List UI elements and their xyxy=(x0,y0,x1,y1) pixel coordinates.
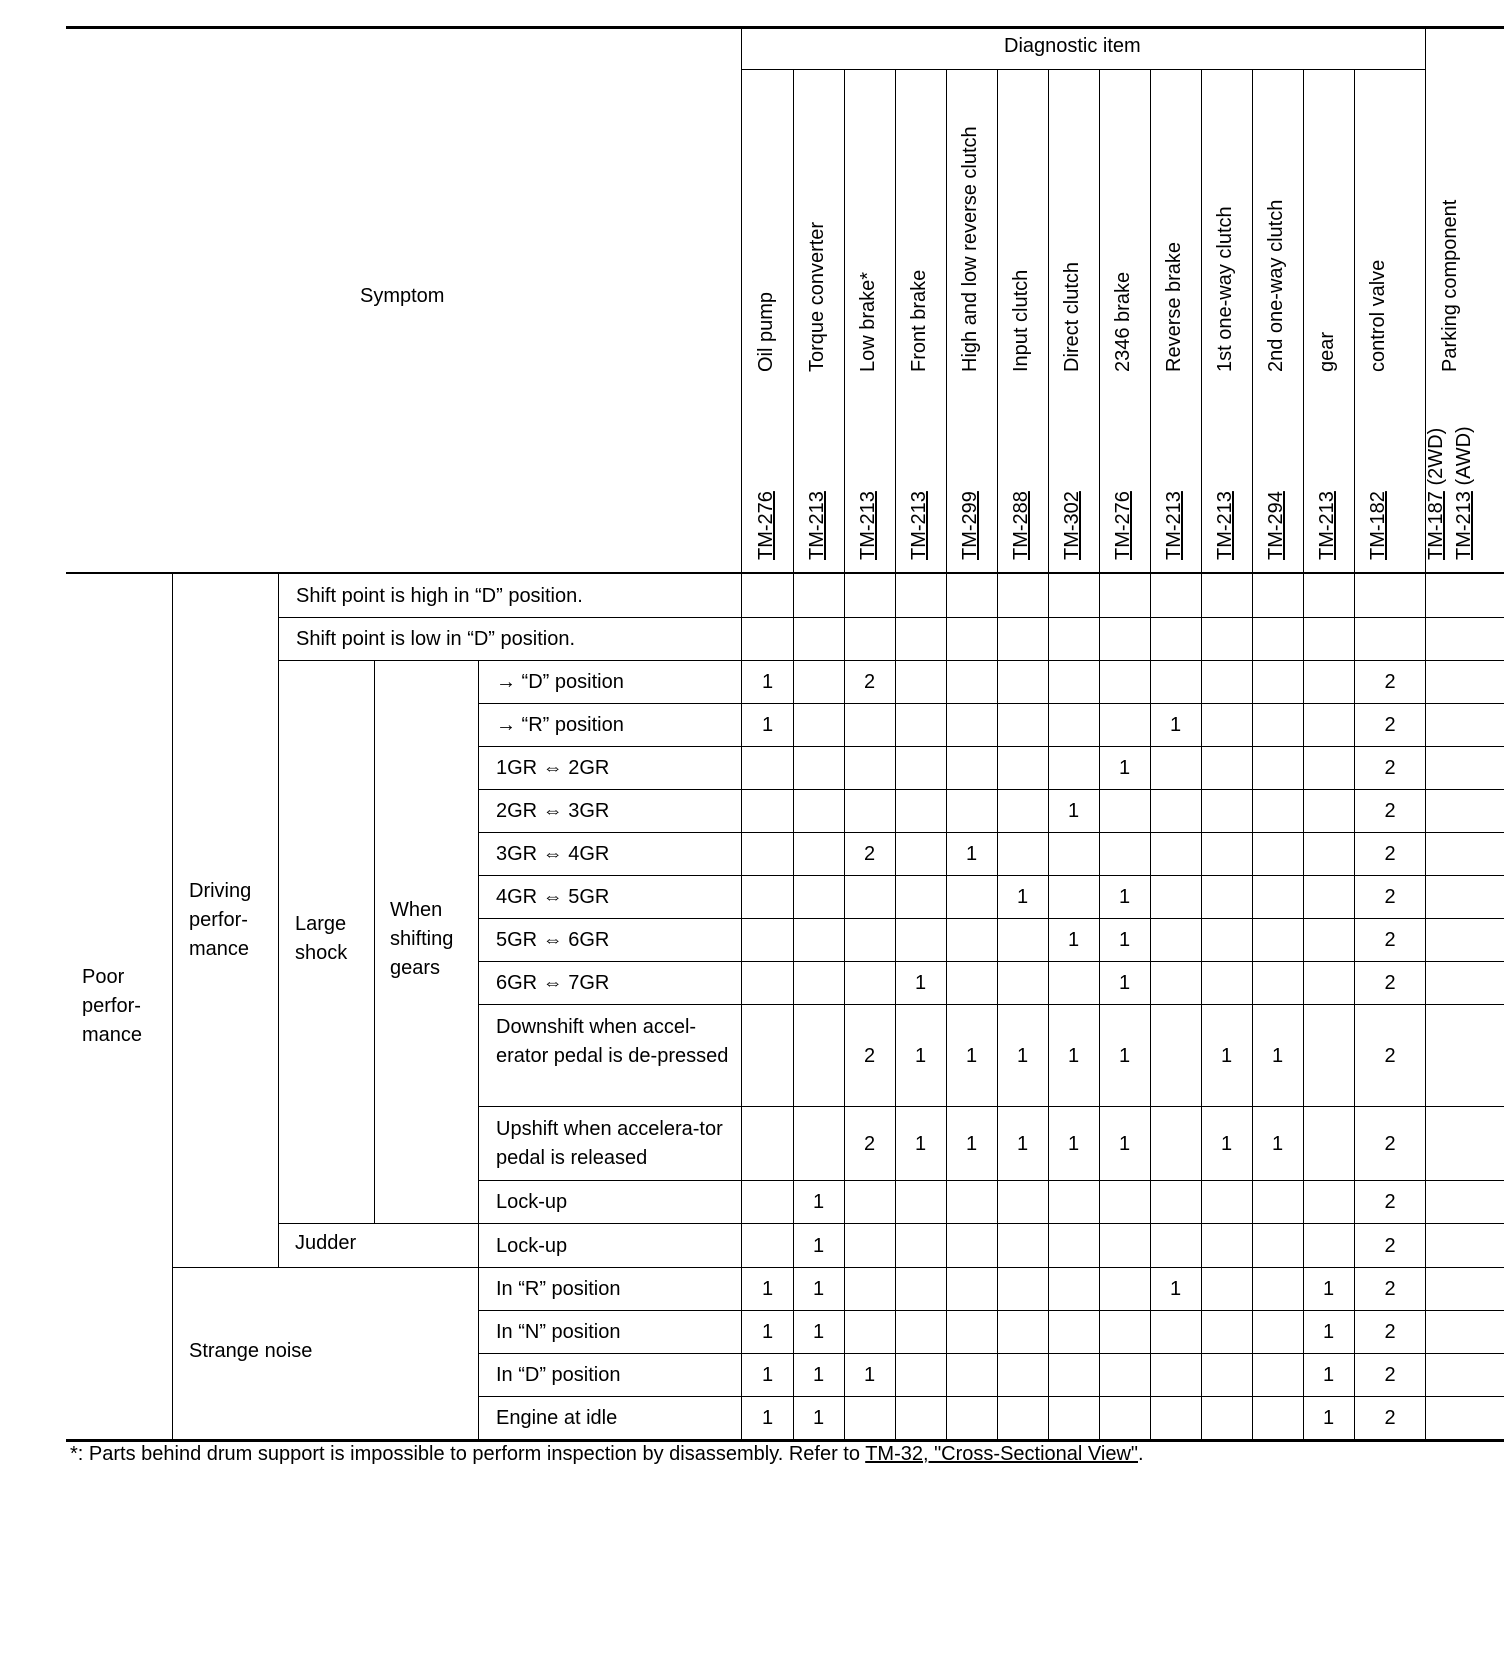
column-name: Torque converter xyxy=(806,221,828,372)
cell-value: 2 xyxy=(1384,671,1396,693)
cell-value: 1 xyxy=(914,1132,927,1155)
column-header-ref2[interactable]: TM-213 (AWD) xyxy=(1453,426,1475,560)
column-name: 2346 brake xyxy=(1112,271,1134,372)
column-ref-link[interactable]: TM-276 xyxy=(1112,491,1134,560)
row-label: Lock-up xyxy=(496,1234,568,1257)
grid-line xyxy=(66,572,1504,574)
row-label: Engine at idle xyxy=(496,1407,618,1429)
grid-line xyxy=(478,1310,1504,1311)
cell-value: 1 xyxy=(1067,1044,1080,1067)
group-driving-performance: Driving perfor-mance xyxy=(189,880,252,960)
grid-line xyxy=(278,660,1504,661)
column-header-name xyxy=(1111,272,1135,372)
grid-line xyxy=(1201,69,1202,1440)
column-header-ref[interactable]: TM-187 (2WD) xyxy=(1425,427,1447,560)
cell-value: 1 xyxy=(1322,1321,1335,1343)
column-header-ref[interactable] xyxy=(958,491,982,560)
grid-line xyxy=(1425,26,1426,1440)
column-header-name xyxy=(805,222,829,372)
cell-value: 2 xyxy=(1384,1191,1396,1213)
cell-value: 1 xyxy=(1067,800,1080,822)
column-name: Oil pump xyxy=(755,291,777,372)
row-label: 6GR ⇔ 7GR xyxy=(496,972,610,994)
column-header-name xyxy=(1162,242,1186,372)
grid-line xyxy=(278,1223,1504,1224)
cell-value: 1 xyxy=(761,714,774,736)
column-header-ref[interactable] xyxy=(856,491,880,560)
grid-line xyxy=(172,573,173,1440)
cell-value: 2 xyxy=(863,671,876,693)
grid-line xyxy=(478,660,479,1440)
row-label: 4GR ⇔ 5GR xyxy=(496,886,610,908)
column-ref-link[interactable]: TM-213 xyxy=(1316,491,1338,560)
column-header-name xyxy=(958,126,982,372)
column-ref-link[interactable]: TM-213 xyxy=(1163,491,1185,560)
column-header-name xyxy=(1213,206,1237,372)
row-label: In “D” position xyxy=(496,1364,621,1386)
column-ref-link[interactable]: TM-213 xyxy=(857,491,879,560)
grid-line xyxy=(478,875,1504,876)
grid-line xyxy=(478,1353,1504,1354)
cell-value: 1 xyxy=(1016,1132,1029,1155)
grid-line xyxy=(793,69,794,1440)
column-ref-link[interactable]: TM-213 xyxy=(1214,491,1236,560)
cell-value: 1 xyxy=(914,972,927,994)
cell-value: 2 xyxy=(1384,1044,1396,1067)
cell-value: 2 xyxy=(1384,1364,1396,1386)
column-header-ref[interactable] xyxy=(805,491,829,560)
column-name: Input clutch xyxy=(1010,269,1032,372)
cell-value: 1 xyxy=(761,1278,774,1300)
grid-line xyxy=(478,918,1504,919)
group-strange-noise: Strange noise xyxy=(189,1340,313,1362)
column-ref-link[interactable]: TM-213 xyxy=(1453,491,1475,560)
cell-value: 2 xyxy=(1384,757,1396,779)
column-ref-link[interactable]: TM-213 xyxy=(806,491,828,560)
column-name: 2nd one-way clutch xyxy=(1265,199,1287,372)
column-header-name xyxy=(1315,332,1339,372)
grid-line xyxy=(478,1106,1504,1107)
column-header-name xyxy=(907,270,931,372)
column-header-name xyxy=(1264,200,1288,372)
cell-value: 2 xyxy=(863,843,876,865)
column-name: High and low reverse clutch xyxy=(959,126,981,372)
column-header-ref[interactable] xyxy=(1009,491,1033,560)
row-label: Shift point is high in “D” position. xyxy=(296,584,583,607)
group-poor-performance: Poor perfor-mance xyxy=(82,966,143,1046)
cell-value: 1 xyxy=(1271,1132,1284,1155)
grid-line xyxy=(66,1439,1504,1442)
grid-line xyxy=(741,26,742,1440)
cell-value: 1 xyxy=(1169,1278,1182,1300)
cell-value: 1 xyxy=(1220,1132,1233,1155)
cell-value: 2 xyxy=(1384,843,1396,865)
cell-value: 2 xyxy=(863,1044,876,1067)
column-header-ref[interactable] xyxy=(1162,491,1186,560)
cell-value: 1 xyxy=(965,1044,978,1067)
cell-value: 1 xyxy=(965,843,978,865)
footnote-text: *: Parts behind drum support is impossible to perform inspection by disassembly. Refer to xyxy=(70,1443,866,1465)
column-header-ref[interactable] xyxy=(1111,491,1135,560)
cell-value: 1 xyxy=(1067,929,1080,951)
grid-line xyxy=(478,832,1504,833)
row-label: 1GR ⇔ 2GR xyxy=(496,757,610,779)
cell-value: 1 xyxy=(1118,1132,1131,1155)
column-name: gear xyxy=(1316,331,1338,372)
cell-value: 1 xyxy=(863,1364,876,1386)
grid-line xyxy=(478,961,1504,962)
column-ref-link[interactable]: TM-187 xyxy=(1425,491,1447,560)
row-label: In “N” position xyxy=(496,1321,621,1343)
column-name: Reverse brake xyxy=(1163,241,1185,372)
cell-value: 1 xyxy=(1016,1044,1029,1067)
column-name: 1st one-way clutch xyxy=(1214,206,1236,372)
row-label: Downshift when accel-erator pedal is de-pressed xyxy=(496,1015,729,1067)
grid-line xyxy=(278,617,742,618)
symptom-header: Symptom xyxy=(360,285,445,307)
row-label: → “R” position xyxy=(496,714,624,736)
cell-value: 1 xyxy=(761,671,774,693)
grid-line xyxy=(1354,69,1355,1440)
grid-line xyxy=(478,789,1504,790)
column-header-name xyxy=(1060,262,1084,372)
column-header-ref[interactable] xyxy=(1264,491,1288,560)
cell-value: 2 xyxy=(1384,972,1396,994)
cell-value: 1 xyxy=(761,1407,774,1429)
cell-value: 1 xyxy=(812,1321,825,1343)
column-header-name xyxy=(754,292,778,372)
grid-line xyxy=(844,69,845,1440)
column-header-name xyxy=(1366,260,1390,372)
group-judder: Judder xyxy=(295,1232,357,1254)
diagnostic-item-header: Diagnostic item xyxy=(1004,35,1141,57)
cell-value: 1 xyxy=(812,1278,825,1300)
cell-value: 1 xyxy=(812,1407,825,1429)
cell-value: 1 xyxy=(812,1234,825,1257)
cell-value: 2 xyxy=(1384,1407,1396,1429)
cell-value: 1 xyxy=(1322,1278,1335,1300)
column-header-ref[interactable] xyxy=(1315,491,1339,560)
column-ref-link[interactable]: TM-182 xyxy=(1367,491,1389,560)
cell-value: 1 xyxy=(761,1364,774,1386)
cell-value: 2 xyxy=(863,1132,876,1155)
cell-value: 1 xyxy=(1118,886,1131,908)
cell-value: 1 xyxy=(1220,1044,1233,1067)
cell-value: 1 xyxy=(1118,972,1131,994)
cell-value: 2 xyxy=(1384,800,1396,822)
column-name: control valve xyxy=(1367,259,1389,372)
cell-value: 2 xyxy=(1384,1132,1396,1155)
cell-value: 1 xyxy=(1271,1044,1284,1067)
row-label: Shift point is low in “D” position. xyxy=(296,628,576,650)
grid-line xyxy=(1099,69,1100,1440)
grid-line xyxy=(172,1267,1504,1268)
column-header-name xyxy=(856,272,880,372)
column-ref-link[interactable]: TM-276 xyxy=(755,491,777,560)
grid-line xyxy=(1303,69,1304,1440)
cell-value: 1 xyxy=(914,1044,927,1067)
grid-line xyxy=(478,1004,1504,1005)
cell-value: 1 xyxy=(1067,1132,1080,1155)
grid-line xyxy=(66,26,1504,29)
column-ref-link[interactable]: TM-299 xyxy=(959,491,981,560)
column-header-ref[interactable] xyxy=(754,491,778,560)
row-label: 2GR ⇔ 3GR xyxy=(496,800,610,822)
row-label: In “R” position xyxy=(496,1278,621,1300)
cell-value: 1 xyxy=(1016,886,1029,908)
cell-value: 2 xyxy=(1384,1234,1396,1257)
column-ref-link[interactable]: TM-213 xyxy=(908,491,930,560)
row-label: Lock-up xyxy=(496,1191,568,1213)
column-header-ref[interactable] xyxy=(1060,491,1084,560)
cell-value: 1 xyxy=(1322,1364,1335,1386)
grid-line xyxy=(895,69,896,1440)
cell-value: 1 xyxy=(812,1191,825,1213)
group-large-shock: Large shock xyxy=(295,913,348,964)
grid-line xyxy=(478,703,1504,704)
grid-line xyxy=(997,69,998,1440)
cell-value: 1 xyxy=(812,1364,825,1386)
cell-value: 1 xyxy=(1118,929,1131,951)
cell-value: 1 xyxy=(1169,714,1182,736)
footnote-link[interactable]: TM-32, "Cross-Sectional View" xyxy=(865,1443,1138,1465)
grid-line xyxy=(478,1180,1504,1181)
cell-value: 1 xyxy=(1118,1044,1131,1067)
footnote xyxy=(70,1443,1144,1466)
row-label: → “D” position xyxy=(496,671,624,693)
column-header-name xyxy=(1438,200,1462,372)
group-when-shifting-gears: When shifting gears xyxy=(390,899,454,979)
cell-value: 1 xyxy=(761,1321,774,1343)
column-name: Parking component xyxy=(1439,199,1461,372)
cell-value: 2 xyxy=(1384,714,1396,736)
cell-value: 2 xyxy=(1384,886,1396,908)
cell-value: 2 xyxy=(1384,1278,1396,1300)
column-ref-link[interactable]: TM-294 xyxy=(1265,491,1287,560)
grid-line xyxy=(742,617,1504,618)
column-ref-link[interactable]: TM-302 xyxy=(1061,491,1083,560)
grid-line xyxy=(1048,69,1049,1440)
column-header-name xyxy=(1009,270,1033,372)
cell-value: 1 xyxy=(1118,757,1131,779)
grid-line xyxy=(946,69,947,1440)
row-label: 5GR ⇔ 6GR xyxy=(496,929,610,951)
cell-value: 1 xyxy=(965,1132,978,1155)
grid-line xyxy=(478,746,1504,747)
column-ref-link[interactable]: TM-288 xyxy=(1010,491,1032,560)
column-name: Low brake* xyxy=(857,271,879,372)
column-name: Direct clutch xyxy=(1061,261,1083,372)
cell-value: 1 xyxy=(1322,1407,1335,1429)
grid-line xyxy=(478,1396,1504,1397)
row-label: 3GR ⇔ 4GR xyxy=(496,843,610,865)
column-header-ref[interactable] xyxy=(1213,491,1237,560)
cell-value: 2 xyxy=(1384,1321,1396,1343)
column-header-ref[interactable] xyxy=(1366,491,1390,560)
column-header-ref[interactable] xyxy=(907,491,931,560)
grid-line xyxy=(1252,69,1253,1440)
cell-value: 2 xyxy=(1384,929,1396,951)
footnote-end: . xyxy=(1138,1443,1144,1465)
grid-line xyxy=(1150,69,1151,1440)
row-label: Upshift when accelera-tor pedal is released xyxy=(496,1118,723,1169)
column-name: Front brake xyxy=(908,269,930,372)
